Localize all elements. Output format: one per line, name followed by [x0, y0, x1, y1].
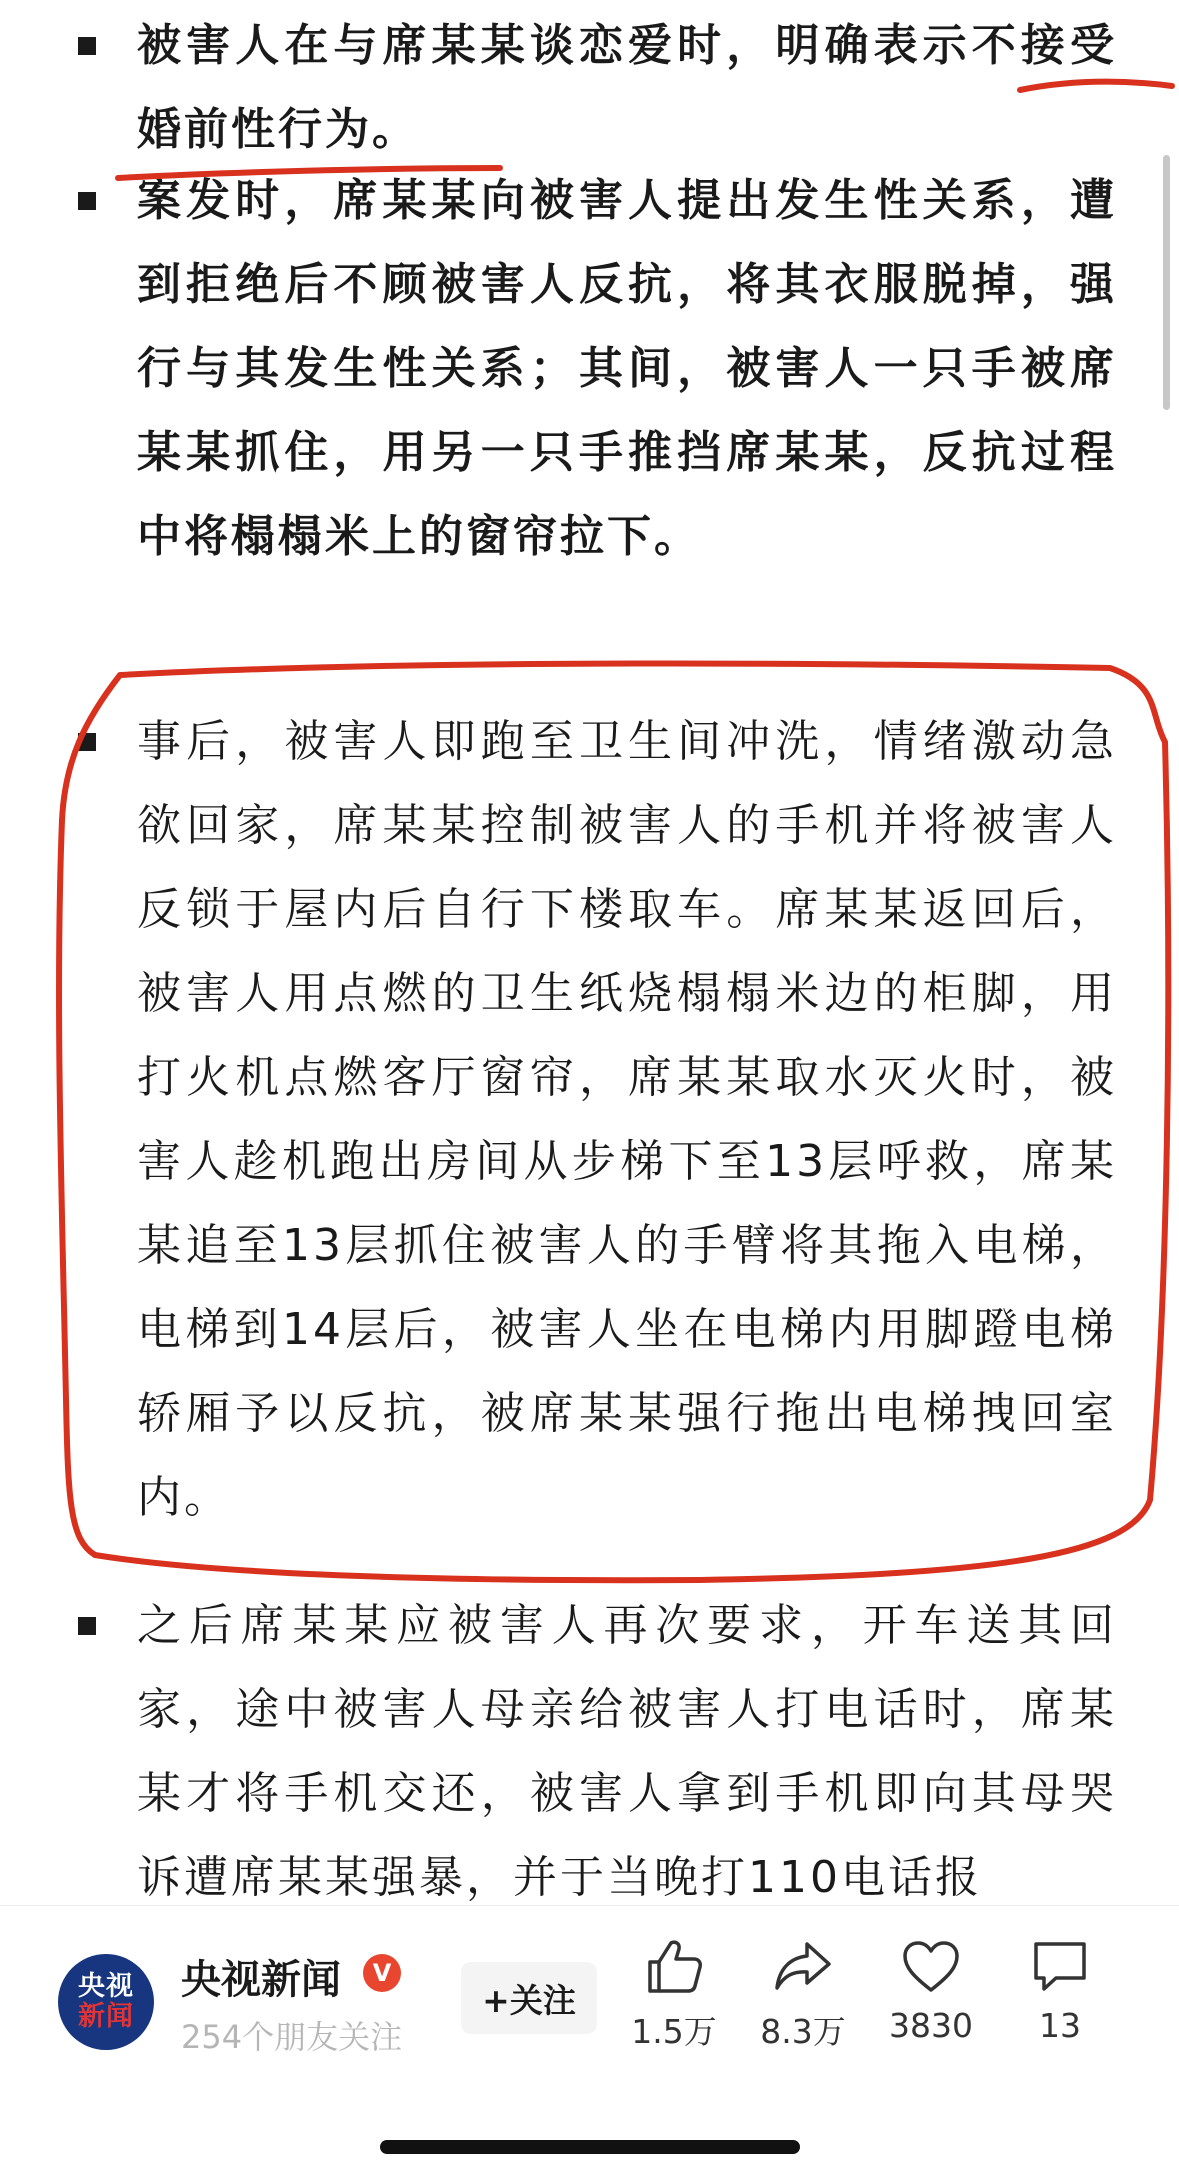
bullet-4: [78, 1617, 96, 1635]
home-indicator[interactable]: [380, 2140, 800, 2154]
comment-icon: [1030, 1938, 1090, 1996]
paragraph-2: 案发时，席某某向被害人提出发生性关系，遭到拒绝后不顾被害人反抗，将其衣服脱掉，强行与其发生性关系；其间，被害人一只手被席某某抓住，用另一只手推挡席某某，反抗过程中将榻榻米上的窗帘拉下。: [137, 175, 1117, 562]
avatar-text-bottom: 新闻: [78, 2001, 134, 2032]
comment-count: 13: [1039, 2006, 1081, 2045]
share-button[interactable]: [743, 1938, 863, 2053]
share-count: 8.3万: [760, 2012, 846, 2051]
bottom-action-bar: [0, 1905, 1179, 2179]
like-button[interactable]: [614, 1938, 734, 2053]
avatar-text-top: 央视: [78, 1971, 134, 2002]
follower-count: 254个朋友关注: [181, 2018, 403, 2056]
thumbs-up-icon: [644, 1938, 704, 1996]
channel-avatar[interactable]: [58, 1954, 154, 2050]
like-count: 1.5万: [631, 2012, 717, 2051]
paragraph-3: 事后，被害人即跑至卫生间冲洗，情绪激动急欲回家，席某某控制被害人的手机并将被害人反锁于屋内后自行下楼取车。席某某返回后，被害人用点燃的卫生纸烧榻榻米边的柜脚，用打火机点燃客厅窗帘，席某某取水灭火时，被害人趁机跑出房间从步梯下至13层呼救，席某某追至13层抓住被害人的手臂将其拖入电梯，电梯到14层后，被害人坐在电梯内用脚蹬电梯轿厢予以反抗，被席某某强行拖出电梯拽回室内。: [137, 716, 1117, 1523]
favorite-count: 3830: [889, 2006, 973, 2045]
paragraph-4: 之后席某某应被害人再次要求，开车送其回家，途中被害人母亲给被害人打电话时，席某某才将手机交还，被害人拿到手机即向其母哭诉遭席某某强暴，并于当晚打110电话报: [137, 1600, 1117, 1903]
paragraph-1: 被害人在与席某某谈恋爱时，明确表示不接受婚前性行为。: [137, 20, 1117, 155]
heart-icon: [901, 1938, 961, 1996]
follow-button[interactable]: +关注: [461, 1962, 597, 2034]
channel-name[interactable]: 央视新闻: [181, 1957, 341, 2003]
comment-button[interactable]: [1000, 1938, 1120, 2045]
share-icon: [773, 1938, 833, 1996]
favorite-button[interactable]: [871, 1938, 991, 2045]
bullet-1: [78, 37, 96, 55]
bullet-2: [78, 192, 96, 210]
verified-icon: V: [363, 1954, 401, 1992]
scrollbar[interactable]: [1163, 155, 1170, 410]
bullet-3: [78, 733, 96, 751]
